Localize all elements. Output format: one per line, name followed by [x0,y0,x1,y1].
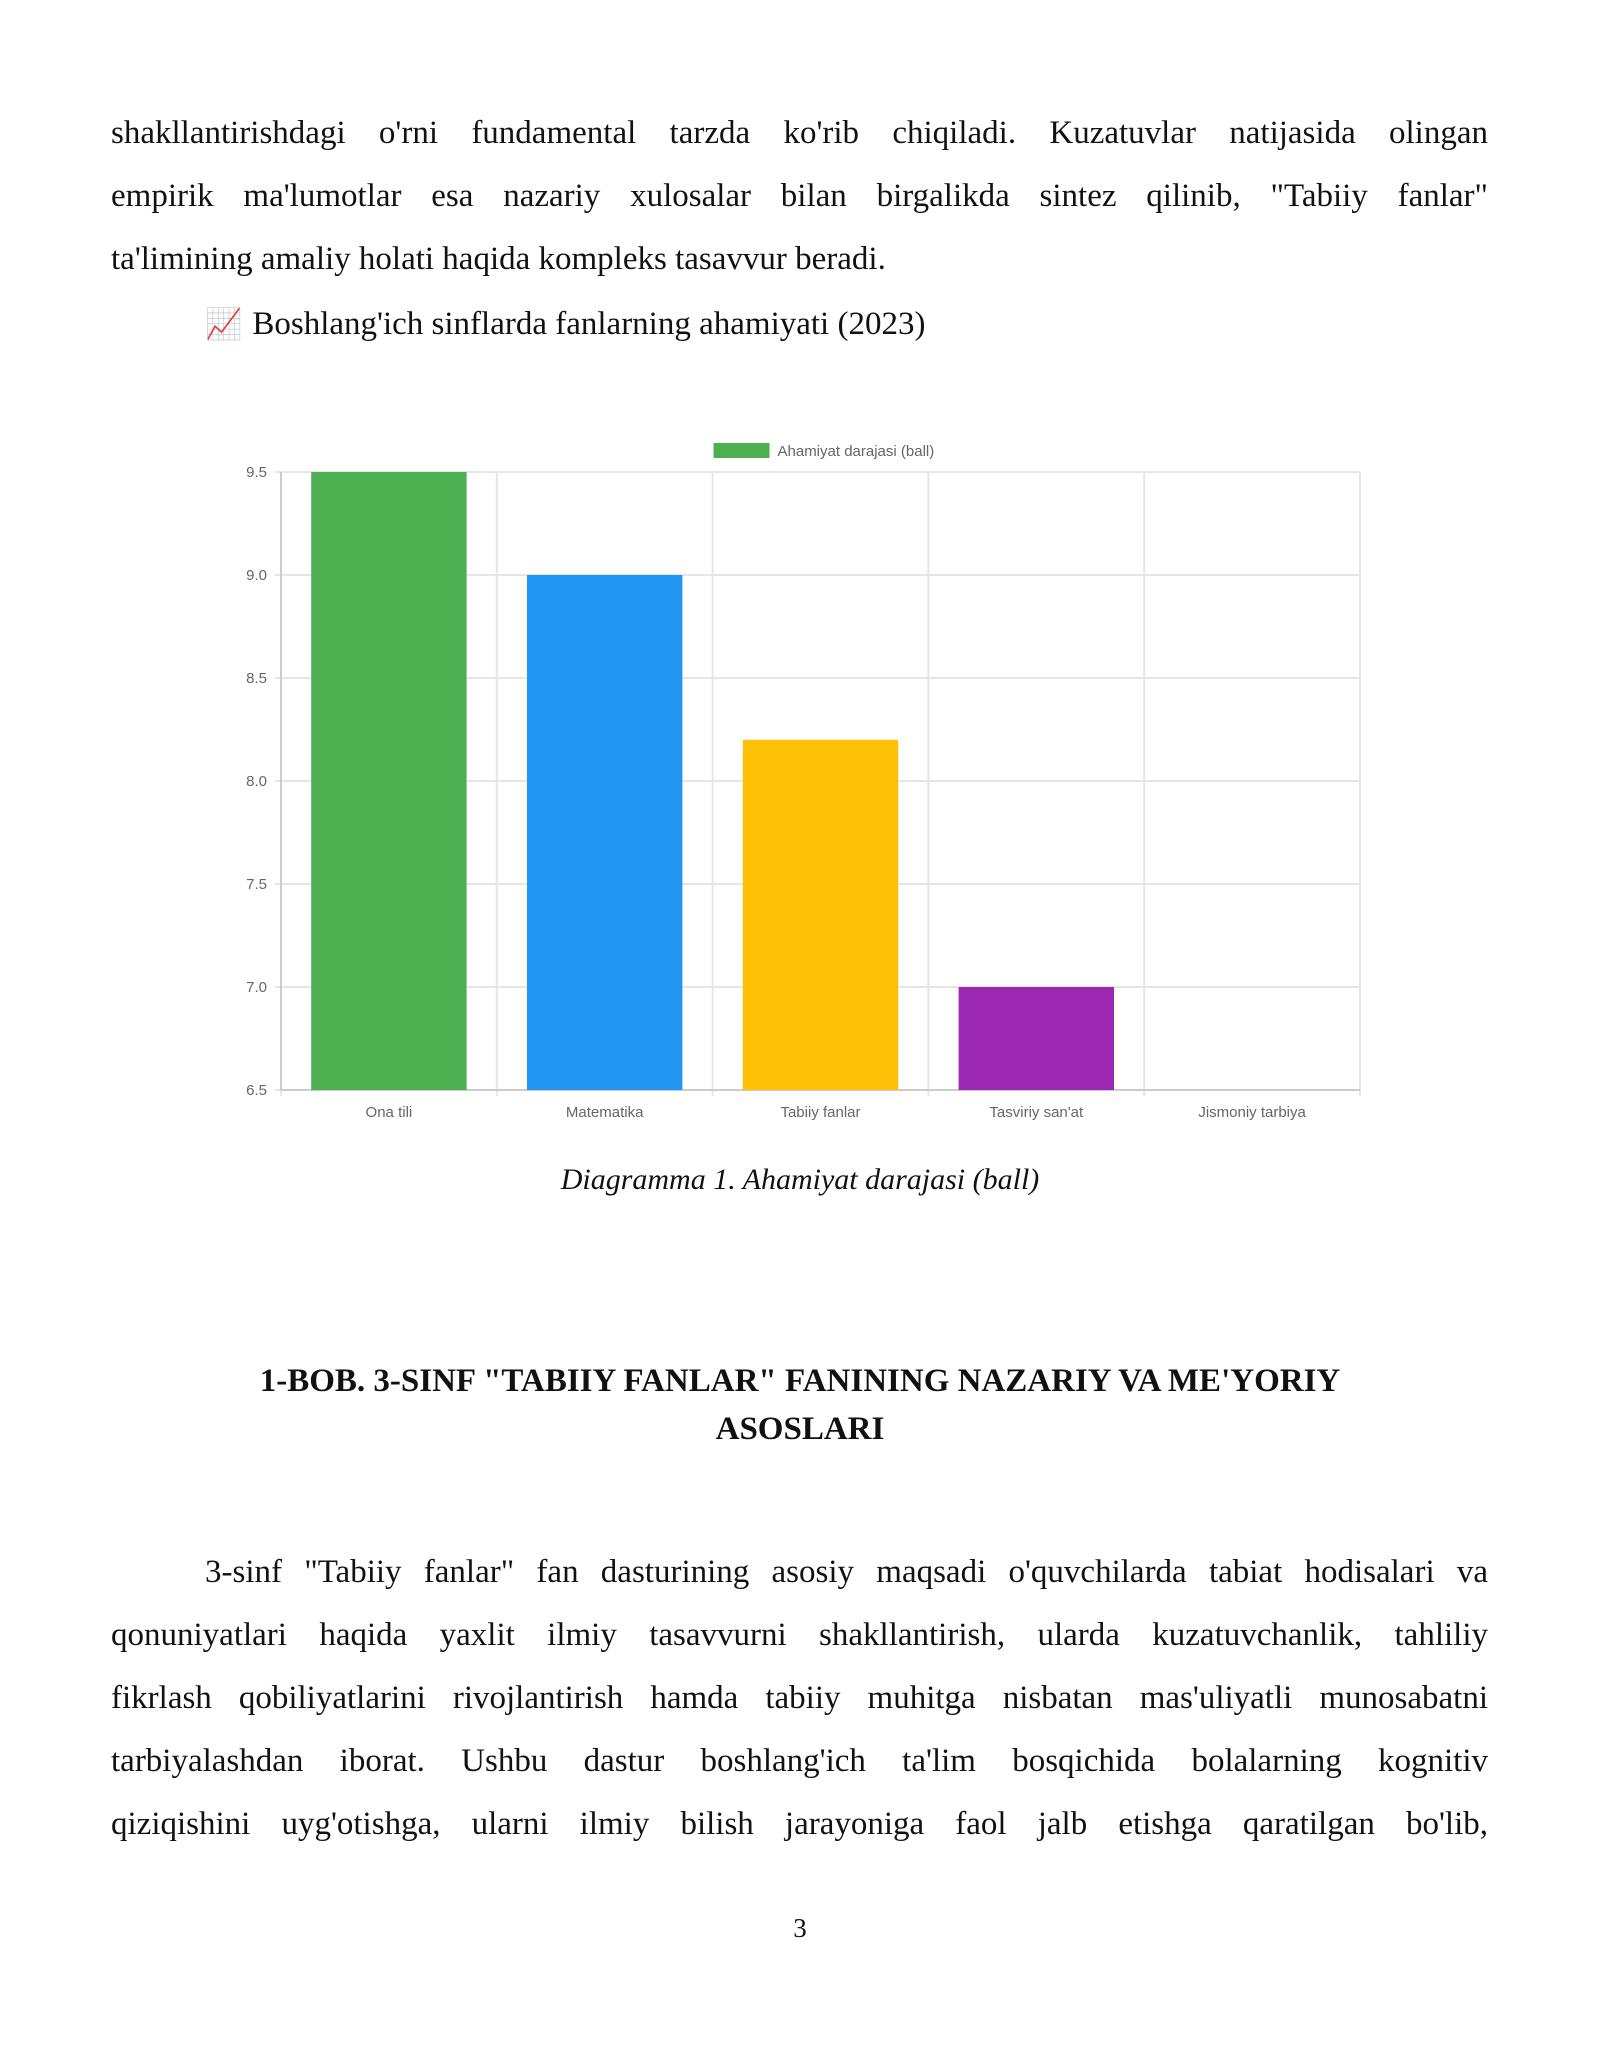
page-number: 3 [793,1913,807,1943]
bar [959,987,1114,1090]
chapter-heading-line: 1-BOB. 3-SINF "TABIIY FANLAR" FANINING NAZARIY VA ME'YORIY [259,1363,1341,1399]
y-tick-label: 6.5 [246,1082,267,1099]
bar [743,740,898,1090]
y-tick-label: 9.5 [246,464,267,481]
bar [527,575,682,1090]
text-line: shakllantirishdagi o'rni fundamental tarzda ko'rib chiqiladi. Kuzatuvlar natijasida olingan [111,115,1488,151]
text-line: qiziqishini uyg'otishga, ularni ilmiy bilish jarayoniga faol jalb etishga qaratilgan bo'lib, [111,1806,1488,1842]
figure-title [205,294,925,355]
x-tick-label: Matematika [565,1104,644,1121]
x-tick-label: Ona tili [365,1104,413,1121]
chapter-heading [160,1357,1440,1453]
legend-swatch [714,443,770,458]
x-tick-label: Tasviriy san'at [989,1104,1084,1121]
chart-increasing-icon: 📈 [205,307,243,342]
text-line: tarbiyalashdan iborat. Ushbu dastur boshlang'ich ta'lim bosqichida bolalarning kognitiv [111,1743,1488,1779]
y-tick-label: 8.5 [246,670,267,687]
y-tick-label: 7.0 [246,979,267,996]
text-line: 3-sinf "Tabiiy fanlar" fan dasturining asosiy maqsadi o'quvchilarda tabiat hodisalari va [205,1554,1488,1590]
x-tick-label: Jismoniy tarbiya [1198,1104,1306,1121]
y-tick-label: 9.0 [246,567,267,584]
text-line: ta'limining amaliy holati haqida kompleks tasavvur beradi. [111,241,886,277]
x-tick-label: Tabiiy fanlar [780,1104,861,1121]
y-tick-label: 8.0 [246,773,267,790]
bar [311,472,466,1090]
intro-paragraph [111,102,1488,291]
figure-caption: Diagramma 1. Ahamiyat darajasi (ball) [560,1163,1040,1196]
figure-title-text: Boshlang'ich sinflarda fanlarning ahamiyati (2023) [252,306,926,342]
legend-label: Ahamiyat darajasi (ball) [777,443,935,460]
chapter-heading-line: ASOSLARI [715,1411,885,1447]
body-paragraph [111,1541,1488,1856]
text-line: qonuniyatlari haqida yaxlit ilmiy tasavvurni shakllantirish, ularda kuzatuvchanlik, tahliliy [111,1617,1488,1653]
text-line: fikrlash qobiliyatlarini rivojlantirish hamda tabiiy muhitga nisbatan mas'uliyatli munosabatni [111,1680,1488,1716]
bar-chart [215,425,1385,1145]
text-line: empirik ma'lumotlar esa nazariy xulosalar bilan birgalikda sintez qilinib, "Tabiiy fanlar" [111,178,1488,214]
chart-canvas [215,425,1385,1145]
y-tick-label: 7.5 [246,876,267,893]
